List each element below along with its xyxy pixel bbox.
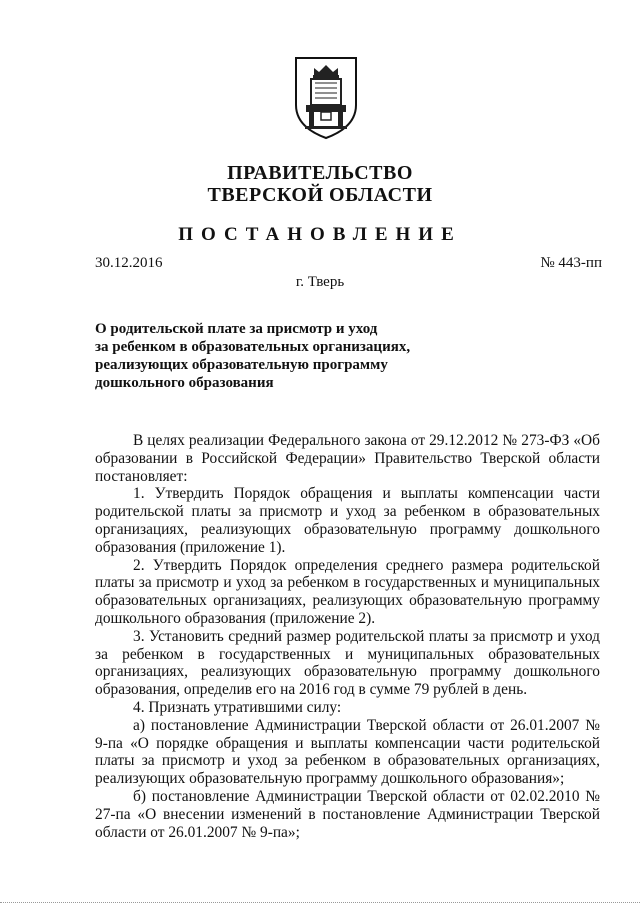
document-number: № 443-пп — [540, 255, 602, 271]
item-4b-paragraph: б) постановление Администрации Тверской области от 02.02.2010 № 27-па «О внесении изменений в постановление Администрации Тверской области от 26.01.2007 № 9-па»; — [95, 787, 600, 841]
document-title — [95, 320, 435, 392]
title-line: реализующих образовательную программу — [95, 357, 388, 373]
organization-name-line2: ТВЕРСКОЙ ОБЛАСТИ — [207, 184, 433, 206]
title-line: О родительской плате за присмотр и уход — [95, 321, 378, 337]
item-4-paragraph: 4. Признать утратившими силу: — [133, 698, 342, 716]
document-body — [95, 432, 600, 841]
organization-name-line1: ПРАВИТЕЛЬСТВО — [227, 162, 413, 184]
item-3-paragraph: 3. Установить средний размер родительской платы за присмотр и уход за ребенком в государственных и муниципальных образовательных организациях, реализующих образовательную программу дошкольного образования, определив его на 2016 год в сумме 79 рублей в день. — [95, 627, 600, 699]
document-city: г. Тверь — [295, 274, 345, 290]
title-line: дошкольного образования — [95, 375, 274, 391]
document-date: 30.12.2016 — [95, 255, 163, 271]
preamble-paragraph: В целях реализации Федерального закона от 29.12.2012 № 273-ФЗ «Об образовании в Российской Федерации» Правительство Тверской области постановляет: — [95, 432, 600, 485]
item-1-paragraph: 1. Утвердить Порядок обращения и выплаты компенсации части родительской платы за присмотр и уход за ребенком в образовательных организациях, реализующих образовательную программу дошкольного образования (приложение 1). — [95, 485, 600, 556]
tver-coat-of-arms-icon — [293, 55, 359, 141]
scan-edge-divider — [0, 901, 640, 903]
title-line: за ребенком в образовательных организациях, — [95, 339, 411, 355]
item-2-paragraph: 2. Утвердить Порядок определения среднего размера родительской платы за присмотр и уход за ребенком в государственных и муниципальных образовательных организациях, реализующих образовательную программу дошкольного образования (приложение 2). — [95, 556, 600, 627]
item-4a-paragraph: а) постановление Администрации Тверской области от 26.01.2007 № 9-па «О порядке обращения и выплаты компенсации части родительской платы за присмотр и уход за ребенком в образовательных организациях, реализующих образовательную программу дошкольного образования»; — [95, 716, 600, 788]
document-type: ПОСТАНОВЛЕНИЕ — [178, 224, 462, 245]
